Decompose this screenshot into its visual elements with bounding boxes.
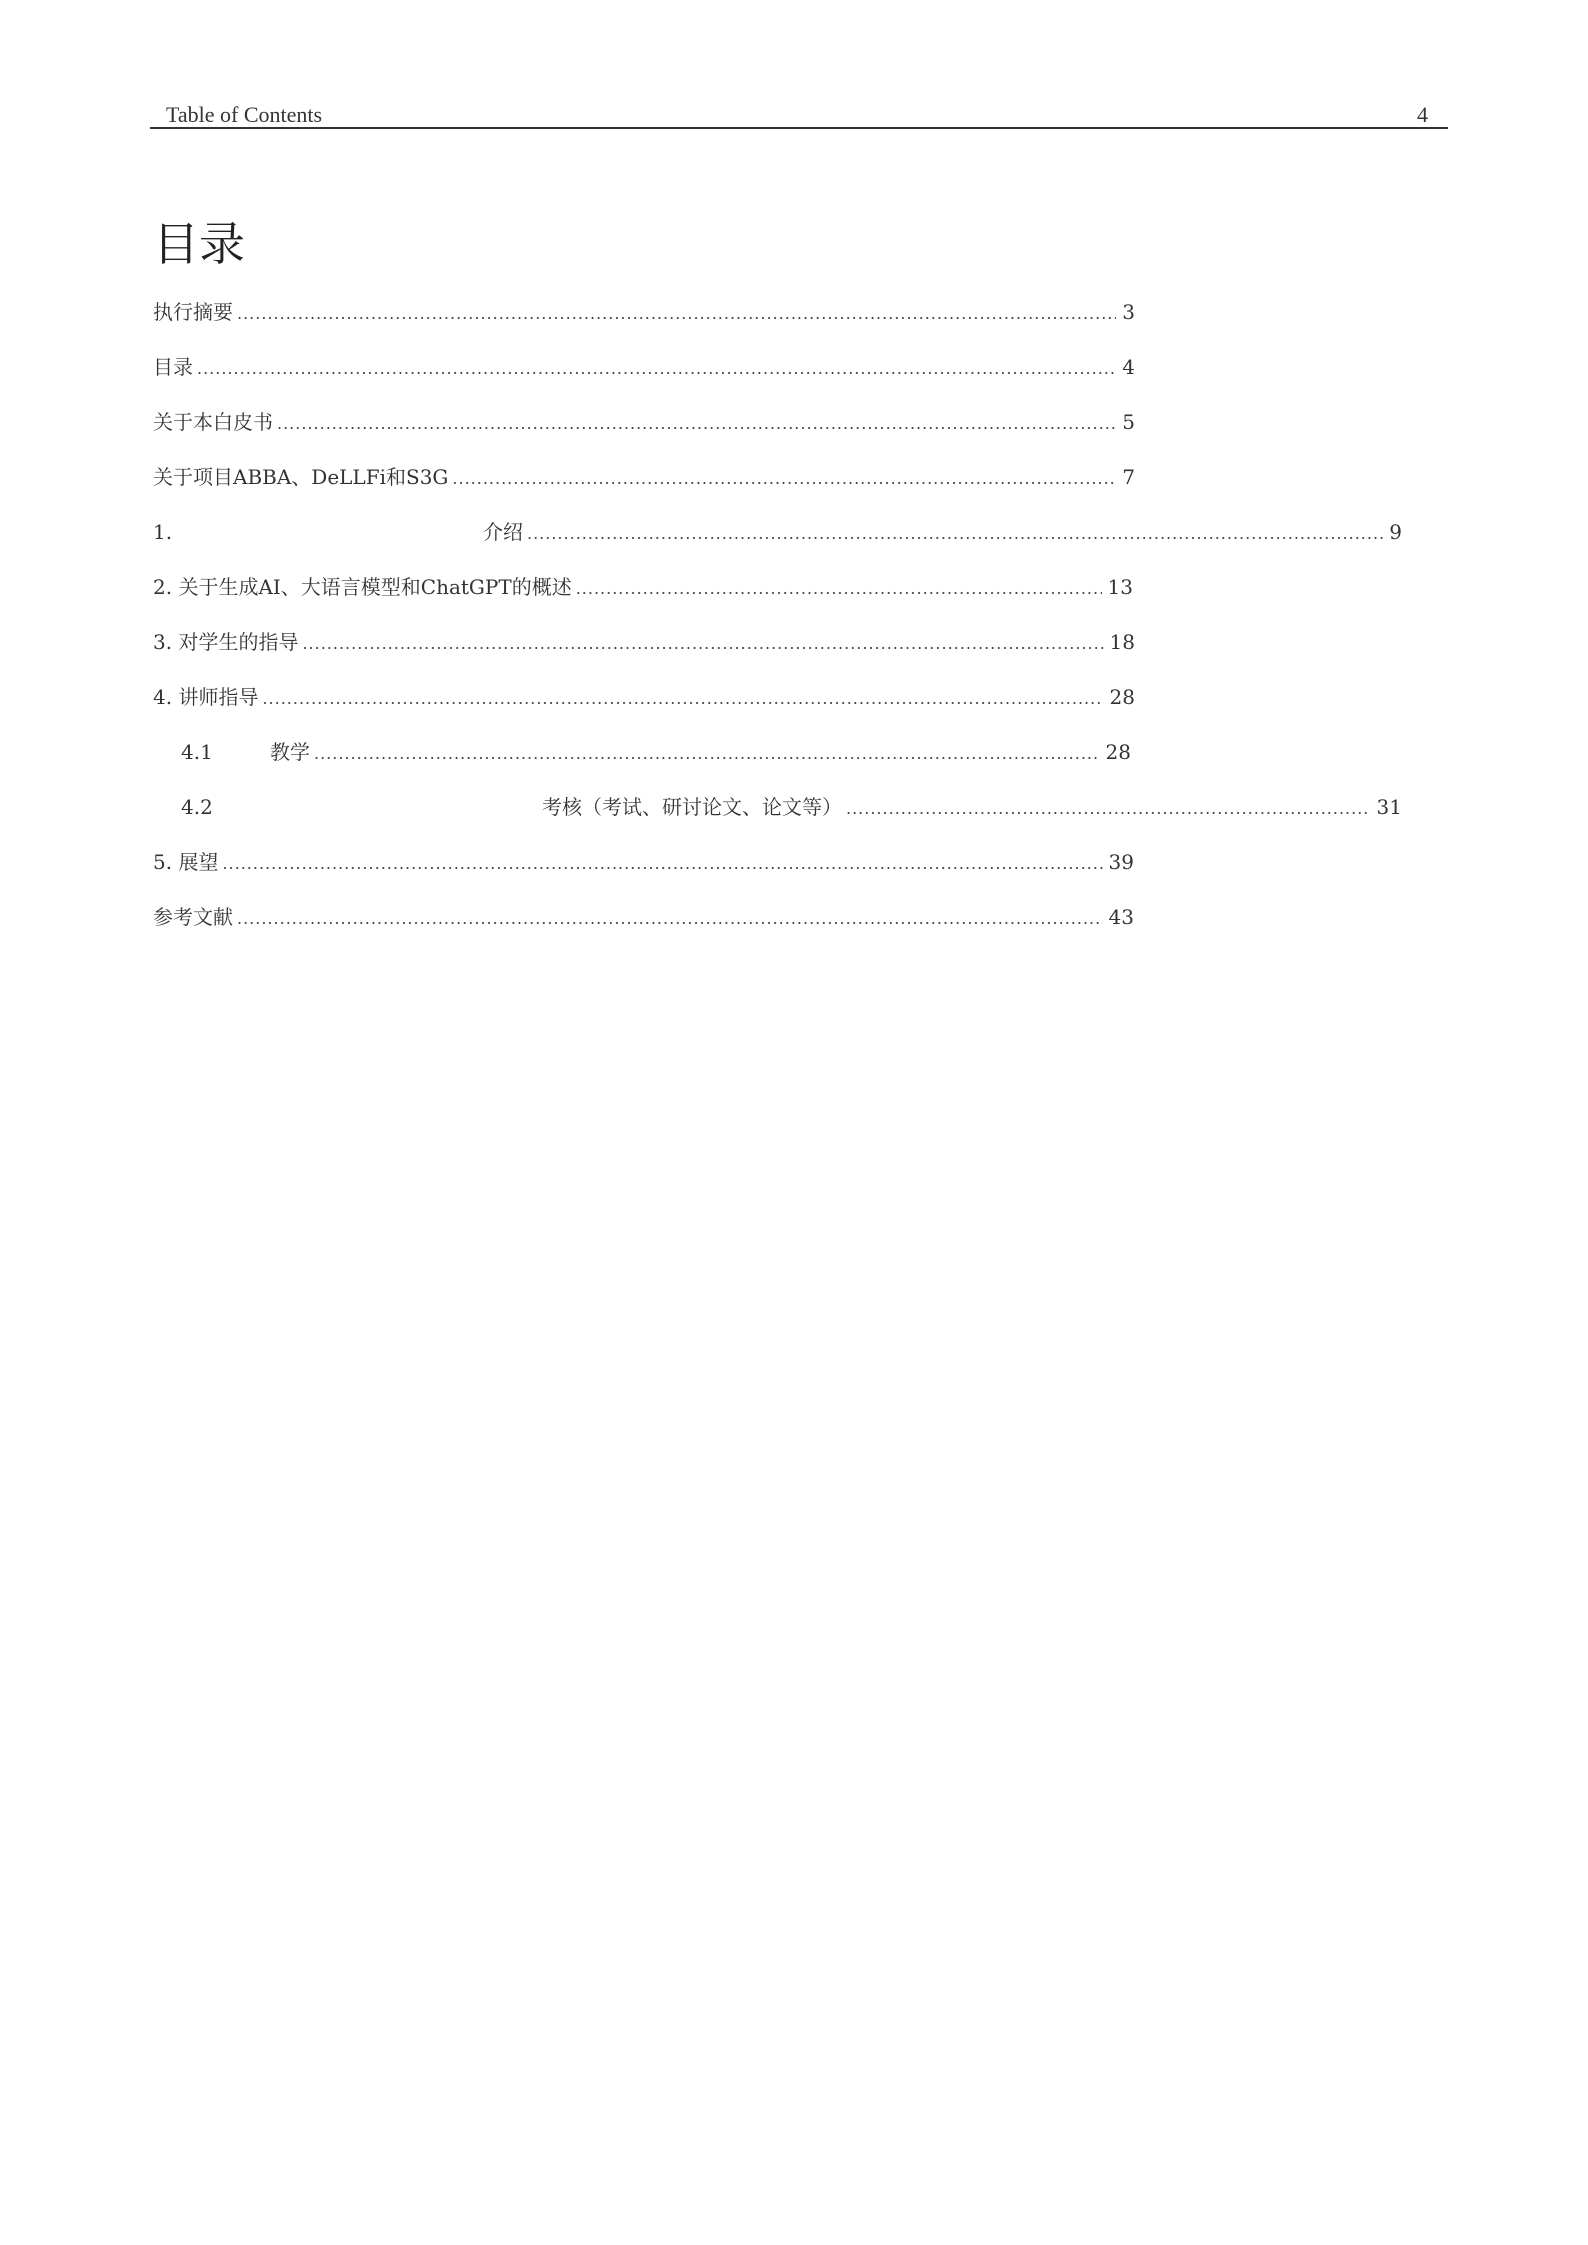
toc-entry-title: 介绍 (483, 520, 523, 544)
toc-entry-number: 4.1 (181, 740, 213, 764)
toc-entry-number: 1. (153, 520, 173, 544)
toc-entry-overview[interactable] (153, 571, 1133, 601)
toc-entry-page: 13 (1107, 575, 1133, 599)
toc-entry-introduction[interactable] (153, 516, 1402, 546)
toc-dot-leader (237, 909, 1103, 928)
toc-entry-page: 39 (1108, 850, 1134, 874)
toc-entry-title: 参考文献 (153, 905, 233, 929)
toc-entry-title: 关于本白皮书 (153, 410, 273, 434)
toc-dot-leader (527, 524, 1383, 543)
toc-entry-page: 18 (1109, 630, 1135, 654)
toc-entry-outlook[interactable] (153, 846, 1134, 876)
toc-entry-number: 4.2 (181, 795, 213, 819)
toc-entry-title: 考核（考试、研讨论文、论文等） (542, 795, 842, 819)
toc-entry-title: 5. 展望 (153, 850, 219, 874)
toc-dot-leader (576, 579, 1102, 598)
toc-entry-title: 教学 (270, 740, 310, 764)
running-header (150, 100, 1448, 129)
toc-entry-title: 目录 (153, 355, 193, 379)
toc-entry-assessment[interactable] (181, 791, 1402, 821)
toc-dot-leader (302, 634, 1103, 653)
toc-entry-title: 4. 讲师指导 (153, 685, 259, 709)
toc-entry-about-projects[interactable] (153, 461, 1135, 491)
toc-dot-leader (277, 414, 1116, 433)
toc-entry-page: 7 (1122, 465, 1135, 489)
toc-heading: 目录 (153, 217, 245, 271)
toc-dot-leader (222, 854, 1102, 873)
toc-dot-leader (262, 689, 1103, 708)
toc-entry-page: 28 (1105, 740, 1131, 764)
toc-entry-teaching[interactable] (181, 736, 1131, 766)
toc-entry-page: 31 (1376, 795, 1402, 819)
toc-entry-lecturer-guidance[interactable] (153, 681, 1135, 711)
toc-entry-page: 9 (1389, 520, 1402, 544)
toc-dot-leader (452, 469, 1116, 488)
toc-dot-leader (237, 304, 1116, 323)
header-page-number: 4 (1417, 102, 1428, 127)
toc-entry-student-guidance[interactable] (153, 626, 1135, 656)
toc-dot-leader (846, 799, 1371, 818)
toc-entry-page: 43 (1108, 905, 1134, 929)
toc-entry-title: 2. 关于生成AI、大语言模型和ChatGPT的概述 (153, 575, 572, 599)
toc-entry-about-whitepaper[interactable] (153, 406, 1135, 436)
toc-entry-contents[interactable] (153, 351, 1135, 381)
toc-entry-page: 4 (1122, 355, 1135, 379)
toc-entry-executive-summary[interactable] (153, 296, 1135, 326)
toc-dot-leader (197, 359, 1116, 378)
toc-entry-references[interactable] (153, 901, 1134, 931)
toc-dot-leader (314, 744, 1100, 763)
toc-entry-page: 3 (1122, 300, 1135, 324)
toc-entry-title: 3. 对学生的指导 (153, 630, 299, 654)
toc-entry-title: 执行摘要 (153, 300, 233, 324)
toc-entry-title: 关于项目ABBA、DeLLFi和S3G (153, 465, 449, 489)
header-title: Table of Contents (166, 102, 323, 127)
toc-entry-page: 28 (1109, 685, 1135, 709)
toc-entry-page: 5 (1122, 410, 1135, 434)
